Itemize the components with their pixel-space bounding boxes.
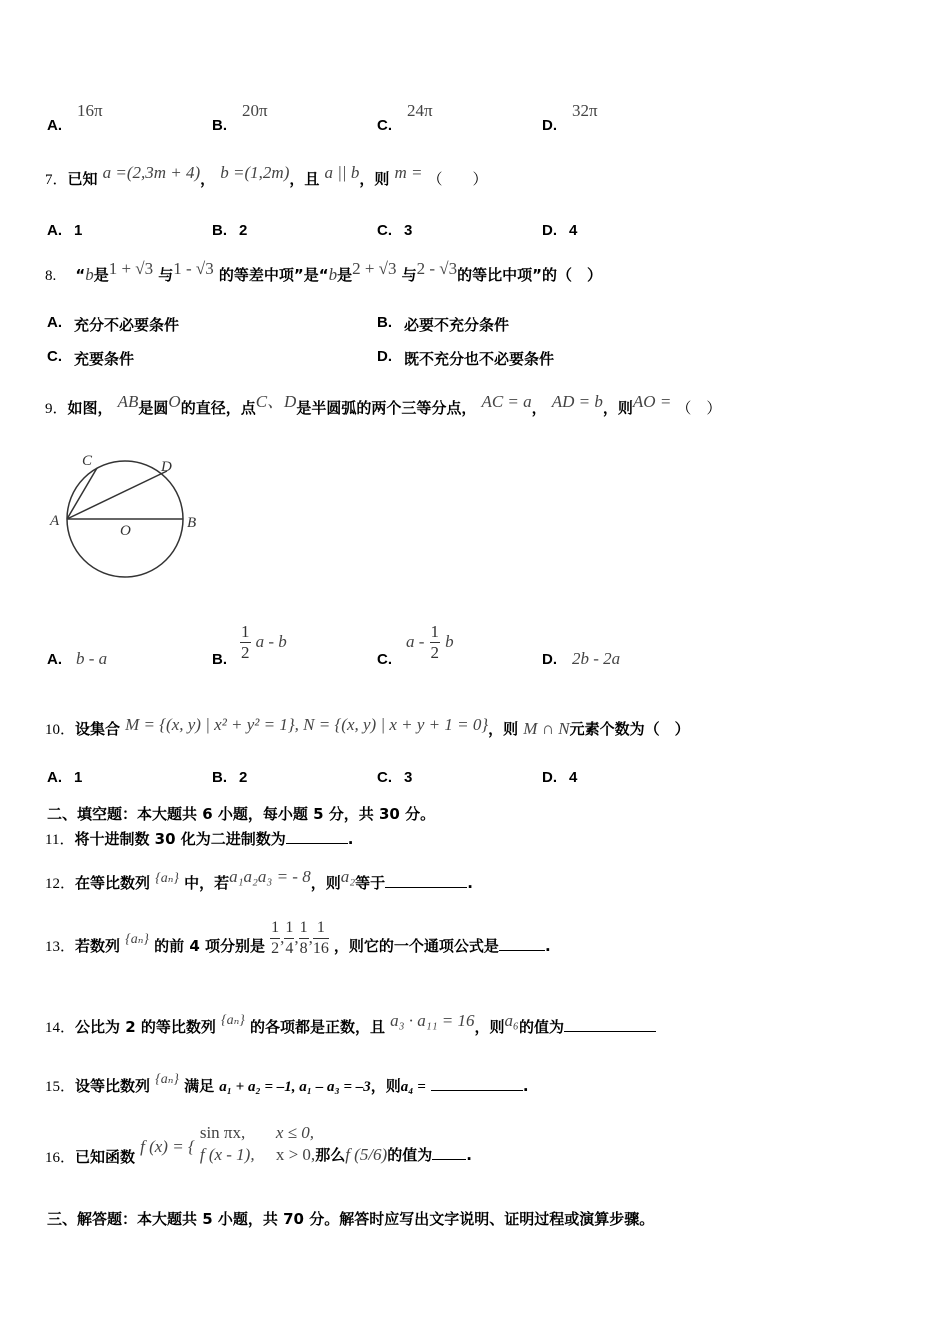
option-label: A.	[47, 222, 62, 239]
question-text: 将十进制数 30 化为二进制数为	[74, 830, 286, 848]
option-value: a -	[406, 632, 425, 651]
question-text: ，则	[474, 1018, 505, 1036]
option-value: 1	[74, 222, 83, 239]
question-number: 16．	[45, 1150, 76, 1166]
question-9	[45, 393, 721, 418]
option-value: 24π	[407, 101, 433, 120]
option-value: 4	[569, 222, 578, 239]
parallel-expr: a || b	[324, 163, 360, 182]
math-expr: 1 + √3	[108, 259, 154, 278]
question-text: 设等比数列	[75, 1077, 151, 1095]
question-16	[45, 1122, 472, 1166]
option-label: C.	[377, 117, 392, 134]
case-expr: sin πx,	[199, 1123, 246, 1142]
case-expr: f (x - 1),	[199, 1145, 255, 1164]
question-11	[45, 828, 353, 849]
option-value: b - a	[76, 649, 108, 668]
case-cond: x ≤ 0,	[275, 1123, 314, 1142]
option-label: A.	[47, 314, 62, 331]
question-text: 的直径，点	[180, 399, 256, 417]
question-text: ，则它的一个通项公式是	[333, 937, 499, 955]
question-text: ，则	[370, 1077, 401, 1095]
option-label: A.	[47, 651, 62, 668]
sequence-expr: {aₙ}	[221, 1013, 245, 1028]
vector-b-expr: b =(1,2m)	[220, 163, 290, 182]
math-expr: AD = b	[551, 392, 603, 411]
question-number: 8.	[45, 268, 57, 284]
option-label: B.	[377, 314, 392, 331]
math-expr: M ∩ N	[523, 719, 570, 738]
option-value: 充分不必要条件	[74, 316, 180, 334]
question-text: .	[544, 937, 551, 955]
question-text: 的值为	[518, 1018, 564, 1036]
question-text: 与	[401, 266, 417, 284]
question-text: 元素个数为（ ）	[569, 720, 690, 738]
question-text: .	[347, 830, 354, 848]
circle-figure	[40, 445, 210, 585]
answer-blank[interactable]	[286, 829, 348, 844]
question-text: 是	[337, 266, 353, 284]
frac-den: 2	[430, 643, 440, 662]
question-text: ，	[531, 399, 547, 417]
option-value: 20π	[242, 101, 268, 120]
question-text: 是圆	[138, 399, 169, 417]
math-expr: 2 + √3	[352, 259, 397, 278]
question-text: 中，若	[184, 874, 230, 892]
option-label: A.	[47, 769, 62, 786]
function-expr: f (x) = {	[140, 1137, 195, 1156]
math-expr: AC = a	[481, 392, 532, 411]
sequence-expr: {aₙ}	[155, 871, 179, 886]
question-10	[45, 715, 690, 739]
option-label: B.	[212, 117, 227, 134]
chord-ad	[67, 471, 167, 519]
option-label: D.	[542, 651, 557, 668]
question-text: ，且	[289, 170, 320, 188]
question-text: 那么	[315, 1146, 346, 1164]
question-text: 如图，	[67, 399, 113, 417]
m-expr: m =	[394, 163, 423, 182]
question-number: 10．	[45, 722, 76, 738]
sequence-expr: {aₙ}	[125, 932, 149, 947]
question-text: .	[467, 874, 473, 892]
math-expr: AB	[117, 392, 139, 411]
math-expr: f (5/6)	[345, 1145, 388, 1164]
question-text: 若数列	[75, 937, 121, 955]
question-text: ，则	[602, 399, 633, 417]
option-value: 2	[239, 769, 248, 786]
question-text: 已知函数	[75, 1148, 136, 1166]
section-heading: 二、填空题：本大题共 6 小题，每小题 5 分，共 30 分。	[47, 805, 436, 823]
math-expr: C、D	[255, 392, 297, 411]
question-8	[45, 259, 602, 285]
option-value: 2b - 2a	[572, 649, 621, 668]
option-label: C.	[377, 651, 392, 668]
label-c: C	[82, 453, 93, 469]
label-a: A	[50, 513, 60, 529]
question-text: 满足	[184, 1077, 215, 1095]
question-14	[45, 1011, 656, 1037]
question-number: 11．	[45, 832, 75, 848]
answer-blank[interactable]	[564, 1017, 656, 1032]
option-value: 3	[404, 222, 413, 239]
math-expr: AO =	[632, 392, 672, 411]
option-value: a - b	[255, 632, 287, 651]
question-number: 15．	[45, 1079, 76, 1095]
option-label: D.	[377, 348, 392, 365]
option-value: 16π	[77, 101, 103, 120]
question-7	[45, 163, 488, 189]
question-number: 9．	[45, 401, 68, 417]
option-label: A.	[47, 117, 62, 134]
math-expr: a₃ · a₁₁ = 16	[390, 1011, 475, 1030]
math-expr: a₆	[504, 1011, 519, 1030]
math-b: b	[328, 265, 338, 284]
label-d: D	[161, 459, 172, 475]
question-number: 12．	[45, 876, 76, 892]
math-expr: a₁ + a₂ = –1, a₁ – a₃ = –3	[219, 1079, 371, 1095]
question-text: 设集合	[75, 720, 121, 738]
question-12	[45, 867, 473, 893]
question-text: 的值为	[387, 1146, 433, 1164]
question-text: 的等差中项”是“	[218, 266, 329, 284]
option-label: D.	[542, 222, 557, 239]
option-value: 3	[404, 769, 413, 786]
math-b: b	[85, 265, 94, 284]
option-value: 4	[569, 769, 578, 786]
question-text: .	[522, 1077, 529, 1095]
option-label: B.	[212, 222, 227, 239]
question-text: 的各项都是正数，且	[249, 1018, 385, 1036]
section-heading: 三、解答题：本大题共 5 小题，共 70 分。解答时应写出文字说明、证明过程或演算步骤。	[47, 1210, 655, 1228]
label-b: B	[187, 515, 197, 531]
question-text: 是	[93, 266, 109, 284]
math-expr: a₄ =	[400, 1079, 426, 1095]
question-text: 已知	[67, 170, 98, 188]
frac-den: 2	[241, 643, 250, 662]
option-label: C.	[377, 769, 392, 786]
answer-blank[interactable]	[385, 873, 467, 888]
label-o: O	[120, 523, 131, 539]
option-value: 32π	[572, 101, 598, 120]
question-number: 13．	[45, 939, 76, 955]
question-text: 是半圆弧的两个三等分点，	[296, 399, 477, 417]
option-label: D.	[542, 117, 557, 134]
math-expr: O	[168, 392, 181, 411]
question-text: 等于	[355, 874, 386, 892]
option-value: b	[445, 632, 454, 651]
question-text: .	[466, 1146, 472, 1164]
option-value: 既不充分也不必要条件	[404, 350, 555, 368]
question-text: ，则	[488, 720, 519, 738]
piecewise-cases	[200, 1122, 472, 1166]
question-13: 13．若数列 {aₙ} 的前 4 项分别是 $\frac{1}{2}$ , $\frac{1}{4}$ , $\frac{1}{8}$ , $\frac{1}{16}$ ，则它的一个通项公式是 .	[45, 919, 551, 957]
option-label: B.	[212, 769, 227, 786]
question-number: 14．	[45, 1020, 76, 1036]
answer-paren: （ ）	[676, 399, 722, 417]
option-value: 必要不充分条件	[404, 316, 510, 334]
option-label: C.	[377, 222, 392, 239]
vector-a-expr: a =(2,3m + 4)	[102, 163, 201, 182]
set-expr: M = {(x, y) | x² + y² = 1}, N = {(x, y) | x + y + 1 = 0}	[125, 715, 489, 734]
frac-num: 1	[430, 622, 440, 641]
answer-blank[interactable]	[431, 1076, 523, 1091]
answer-blank[interactable]	[499, 936, 545, 951]
question-text: ，	[200, 170, 216, 188]
case-cond: x > 0,	[275, 1145, 316, 1164]
option-label: D.	[542, 769, 557, 786]
math-expr: a₂	[340, 867, 356, 886]
question-text: ，则	[310, 874, 341, 892]
question-text: 的等比中项”的（ ）	[457, 266, 602, 284]
question-number: 7．	[45, 172, 68, 188]
math-expr: 1 - √3	[173, 259, 214, 278]
answer-paren: （ ）	[427, 170, 488, 188]
option-label: C.	[47, 348, 62, 365]
option-value: 1	[74, 769, 83, 786]
math-expr: 2 - √3	[416, 259, 458, 278]
question-text: ，则	[359, 170, 390, 188]
math-expr: a₁a₂a₃ = - 8	[229, 867, 311, 886]
option-value: 充要条件	[74, 350, 135, 368]
frac-num: 1	[241, 622, 250, 641]
question-text: “	[75, 266, 86, 284]
question-15	[45, 1072, 529, 1096]
question-text: 的前 4 项分别是	[154, 937, 265, 955]
option-value: 2	[239, 222, 248, 239]
option-b-expr	[240, 622, 287, 663]
option-label: B.	[212, 651, 227, 668]
option-c-expr	[406, 622, 454, 663]
question-text: 与	[158, 266, 174, 284]
sequence-expr: {aₙ}	[155, 1072, 179, 1087]
question-text: 公比为 2 的等比数列	[75, 1018, 216, 1036]
question-text: 在等比数列	[75, 874, 151, 892]
answer-blank[interactable]	[432, 1145, 466, 1160]
